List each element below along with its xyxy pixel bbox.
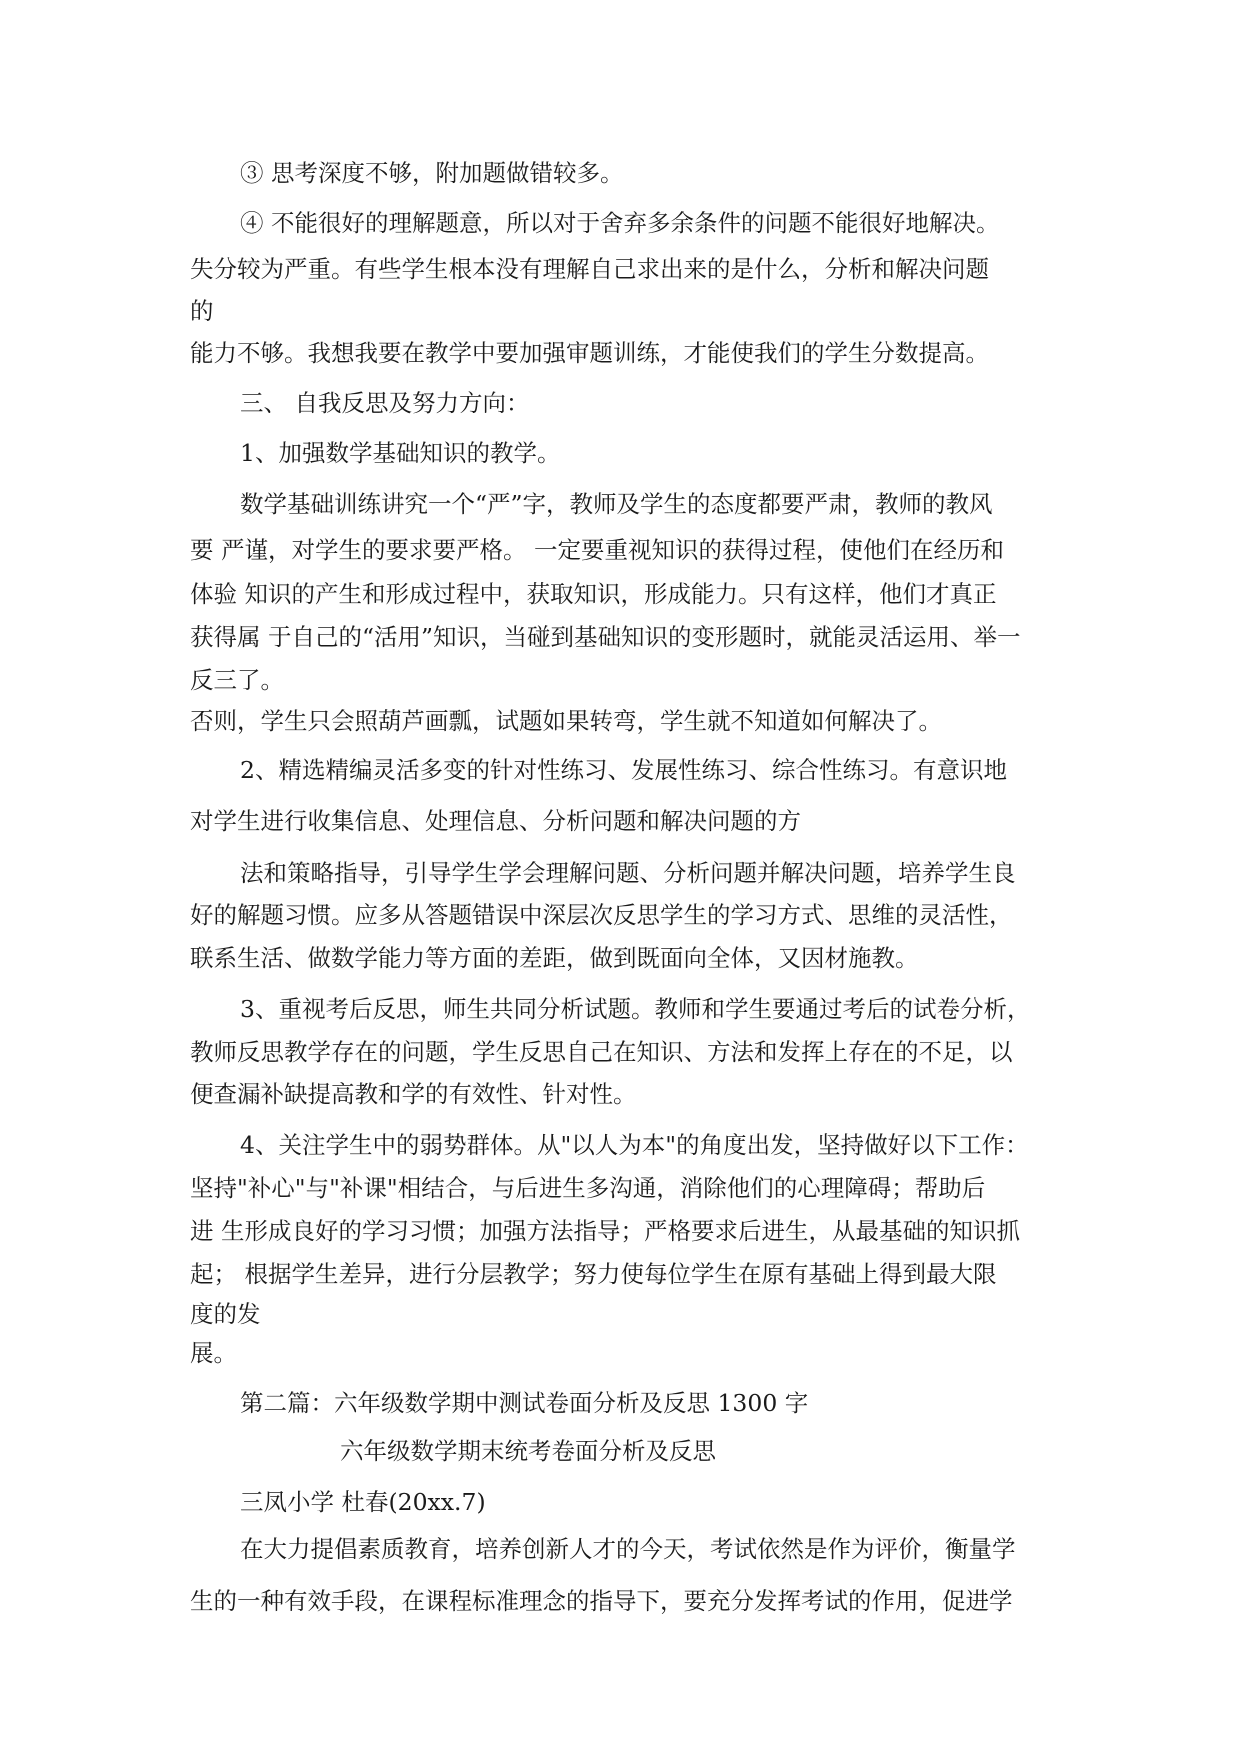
text-line: 展。 bbox=[190, 1339, 237, 1367]
subheading: 1、加强数学基础知识的教学。 bbox=[240, 439, 561, 467]
text-line: 失分较为严重。有些学生根本没有理解自己求出来的是什么，分析和解决问题 bbox=[190, 255, 989, 283]
text-line: 生的一种有效手段，在课程标准理念的指导下，要充分发挥考试的作用，促进学 bbox=[190, 1587, 1013, 1615]
text-line: 对学生进行收集信息、处理信息、分析问题和解决问题的方 bbox=[190, 807, 801, 835]
chapter-heading: 第二篇：六年级数学期中测试卷面分析及反思 1300 字 bbox=[240, 1389, 809, 1417]
text-line: 要 严谨，对学生的要求要严格。 一定要重视知识的获得过程，使他们在经历和 bbox=[190, 536, 1004, 564]
section-heading: 三、 自我反思及努力方向： bbox=[240, 389, 530, 417]
text-line: 3、重视考后反思，师生共同分析试题。教师和学生要通过考后的试卷分析， bbox=[240, 995, 1031, 1023]
text-line: 起； 根据学生差异，进行分层教学；努力使每位学生在原有基础上得到最大限 bbox=[190, 1260, 997, 1288]
text-line: ③ 思考深度不够，附加题做错较多。 bbox=[240, 159, 624, 187]
text-line: 法和策略指导，引导学生学会理解问题、分析问题并解决问题，培养学生良 bbox=[240, 859, 1016, 887]
text-line: 数学基础训练讲究一个“严”字，教师及学生的态度都要严肃，教师的教风 bbox=[240, 490, 993, 518]
text-line: 联系生活、做数学能力等方面的差距，做到既面向全体，又因材施教。 bbox=[190, 944, 919, 972]
text-line: 好的解题习惯。应多从答题错误中深层次反思学生的学习方式、思维的灵活性， bbox=[190, 901, 1013, 929]
text-line: 便查漏补缺提高教和学的有效性、针对性。 bbox=[190, 1080, 637, 1108]
text-line: 进 生形成良好的学习习惯；加强方法指导；严格要求后进生，从最基础的知识抓 bbox=[190, 1217, 1020, 1245]
text-line: 度的发 bbox=[190, 1300, 261, 1328]
text-line: 能力不够。我想我要在教学中要加强审题训练，才能使我们的学生分数提高。 bbox=[190, 339, 989, 367]
text-line: 反三了。 bbox=[190, 666, 284, 694]
article-title: 六年级数学期末统考卷面分析及反思 bbox=[340, 1437, 716, 1465]
text-line: 4、关注学生中的弱势群体。从"以人为本"的角度出发，坚持做好以下工作： bbox=[240, 1131, 1029, 1159]
text-line: 在大力提倡素质教育，培养创新人才的今天，考试依然是作为评价，衡量学 bbox=[240, 1535, 1016, 1563]
text-line: 的 bbox=[190, 297, 214, 325]
text-line: 2、精选精编灵活多变的针对性练习、发展性练习、综合性练习。有意识地 bbox=[240, 756, 1007, 784]
author-line: 三凤小学 杜春(20xx.7) bbox=[240, 1488, 486, 1516]
text-line: 体验 知识的产生和形成过程中，获取知识，形成能力。只有这样，他们才真正 bbox=[190, 580, 997, 608]
text-line: ④ 不能很好的理解题意，所以对于舍弃多余条件的问题不能很好地解决。 bbox=[240, 209, 1000, 237]
text-line: 获得属 于自己的“活用”知识，当碰到基础知识的变形题时，就能灵活运用、举一 bbox=[190, 623, 1021, 651]
text-line: 坚持"补心"与"补课"相结合，与后进生多沟通，消除他们的心理障碍；帮助后 bbox=[190, 1174, 986, 1202]
text-line: 否则，学生只会照葫芦画瓢，试题如果转弯，学生就不知道如何解决了。 bbox=[190, 707, 942, 735]
text-line: 教师反思教学存在的问题，学生反思自己在知识、方法和发挥上存在的不足，以 bbox=[190, 1038, 1013, 1066]
